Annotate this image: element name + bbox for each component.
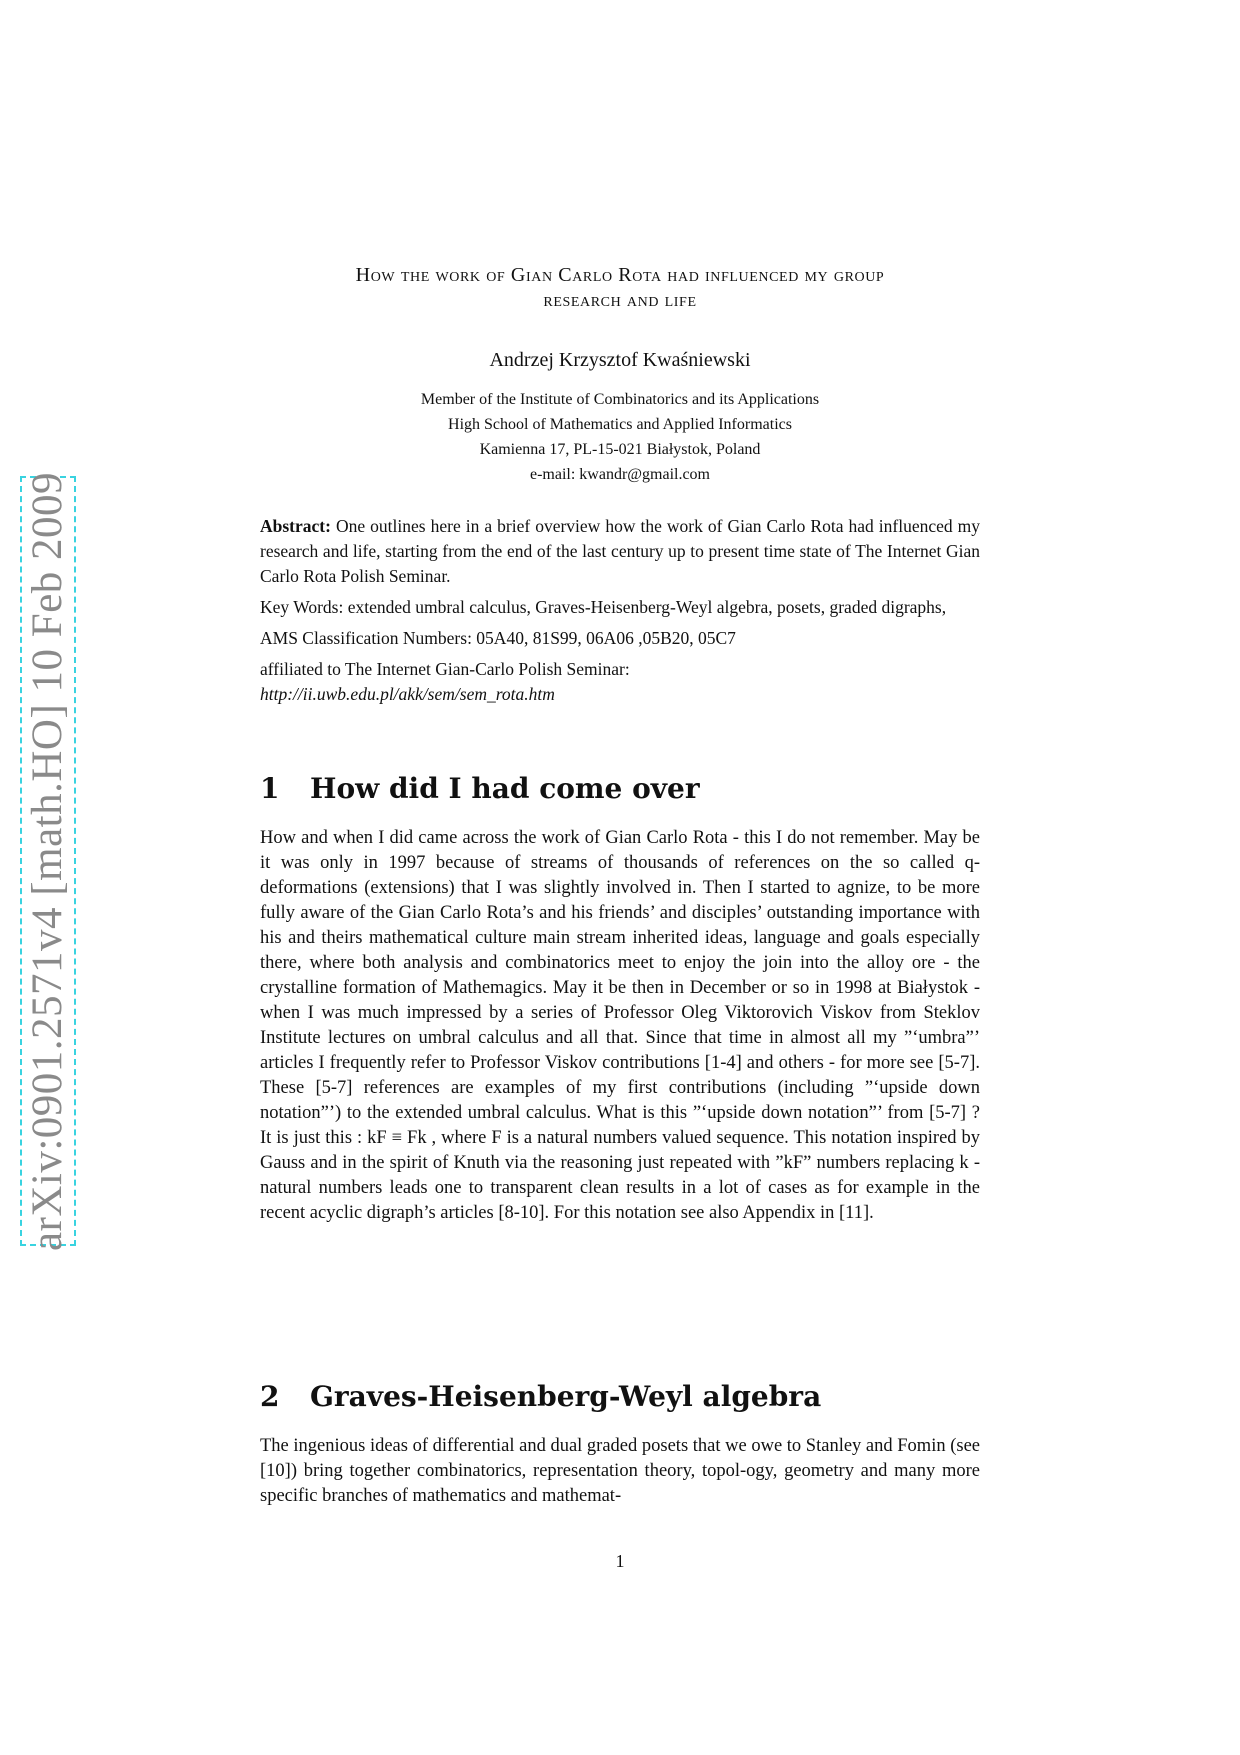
affiliation-line: Kamienna 17, PL-15-021 Białystok, Poland bbox=[479, 441, 761, 458]
seminar-affiliation bbox=[260, 657, 980, 707]
section-number: 1 bbox=[260, 772, 280, 805]
arxiv-identifier: arXiv:0901.2571v4 [math.HO] 10 Feb 2009 bbox=[24, 471, 72, 1251]
section-heading-2 bbox=[260, 1380, 821, 1413]
email-line: e-mail: kwandr@gmail.com bbox=[529, 466, 710, 483]
arxiv-sidebar-stamp bbox=[20, 471, 76, 1251]
abstract-label: Abstract: bbox=[260, 516, 331, 536]
ams-classification: AMS Classification Numbers: 05A40, 81S99, 06A06 ,05B20, 05C7 bbox=[260, 628, 736, 648]
section-1-text: How and when I did came across the work of Gian Carlo Rota - this I do not remember. May be it was only in 1997 because of streams of thousands of references on the so called q-deformations (extensions) that I was slightly involved in. Then I started to agnize, to be more fully aware of the Gian Carlo Rota’s and his friends’ and disciples’ outstanding importance with his and theirs mathematical culture main stream inherited ideas, language and goals especially there, where both analysis and combinatorics meet to enjoy the join into the alloy ore - the crystalline formation of Mathemagics. May it be then in December or so in 1998 at Białystok - when I was much impressed by a series of Professor Oleg Viktorovich Viskov from Steklov Institute lectures on umbral calculus and all that. Since that time in almost all my ”‘umbra”’ articles I frequently refer to Professor Viskov contributions [1-4] and others - for more see [5-7]. These [5-7] references are examples of my first contributions (including ”‘upside down notation”’) to the extended umbral calculus. What is this ”‘upside down notation”’ from [5-7] ? It is just this : kF ≡ Fk , where F is a natural numbers valued sequence. This notation inspired by Gauss and in the spirit of Knuth via the reasoning just repeated with ”kF” numbers replacing k - natural numbers leads one to transparent clean results in a lot of cases as for example in the recent acyclic digraph’s articles [8-10]. For this notation see also Appendix in [11]. bbox=[260, 828, 980, 1223]
author-name: Andrzej Krzysztof Kwaśniewski bbox=[489, 349, 751, 371]
affiliation-line: Member of the Institute of Combinatorics and its Applications bbox=[420, 391, 820, 408]
keywords: Key Words: extended umbral calculus, Graves-Heisenberg-Weyl algebra, posets, graded digraphs, bbox=[260, 597, 947, 617]
section-number: 2 bbox=[260, 1380, 280, 1413]
page-number: 1 bbox=[615, 1551, 625, 1571]
section-title: How did I had come over bbox=[310, 772, 700, 805]
affiliation-line: High School of Mathematics and Applied Informatics bbox=[448, 416, 792, 433]
paper-title bbox=[260, 263, 980, 313]
seminar-url[interactable]: http://ii.uwb.edu.pl/akk/sem/sem_rota.htm bbox=[260, 684, 555, 704]
section-title: Graves-Heisenberg-Weyl algebra bbox=[310, 1380, 822, 1413]
seminar-affiliation-text: affiliated to The Internet Gian-Carlo Polish Seminar: bbox=[260, 659, 630, 679]
abstract-text: One outlines here in a brief overview how the work of Gian Carlo Rota had influenced my research and life, starting from the end of the last century up to present time state of The Internet Gian Carlo Rota Polish Seminar. bbox=[260, 516, 981, 586]
title-line-1: How the work of Gian Carlo Rota had influenced my group bbox=[355, 264, 885, 286]
affiliation-block bbox=[260, 387, 980, 487]
section-heading-1 bbox=[260, 772, 700, 805]
abstract-block bbox=[260, 514, 980, 713]
title-line-2: research and life bbox=[543, 289, 697, 311]
section-2-text: The ingenious ideas of differential and dual graded posets that we owe to Stanley and Fomin (see [10]) bring together combinatorics, representation theory, topol-ogy, geometry and many more specific branches of mathematics and mathemat- bbox=[260, 1436, 980, 1506]
abstract-paragraph bbox=[260, 514, 980, 589]
